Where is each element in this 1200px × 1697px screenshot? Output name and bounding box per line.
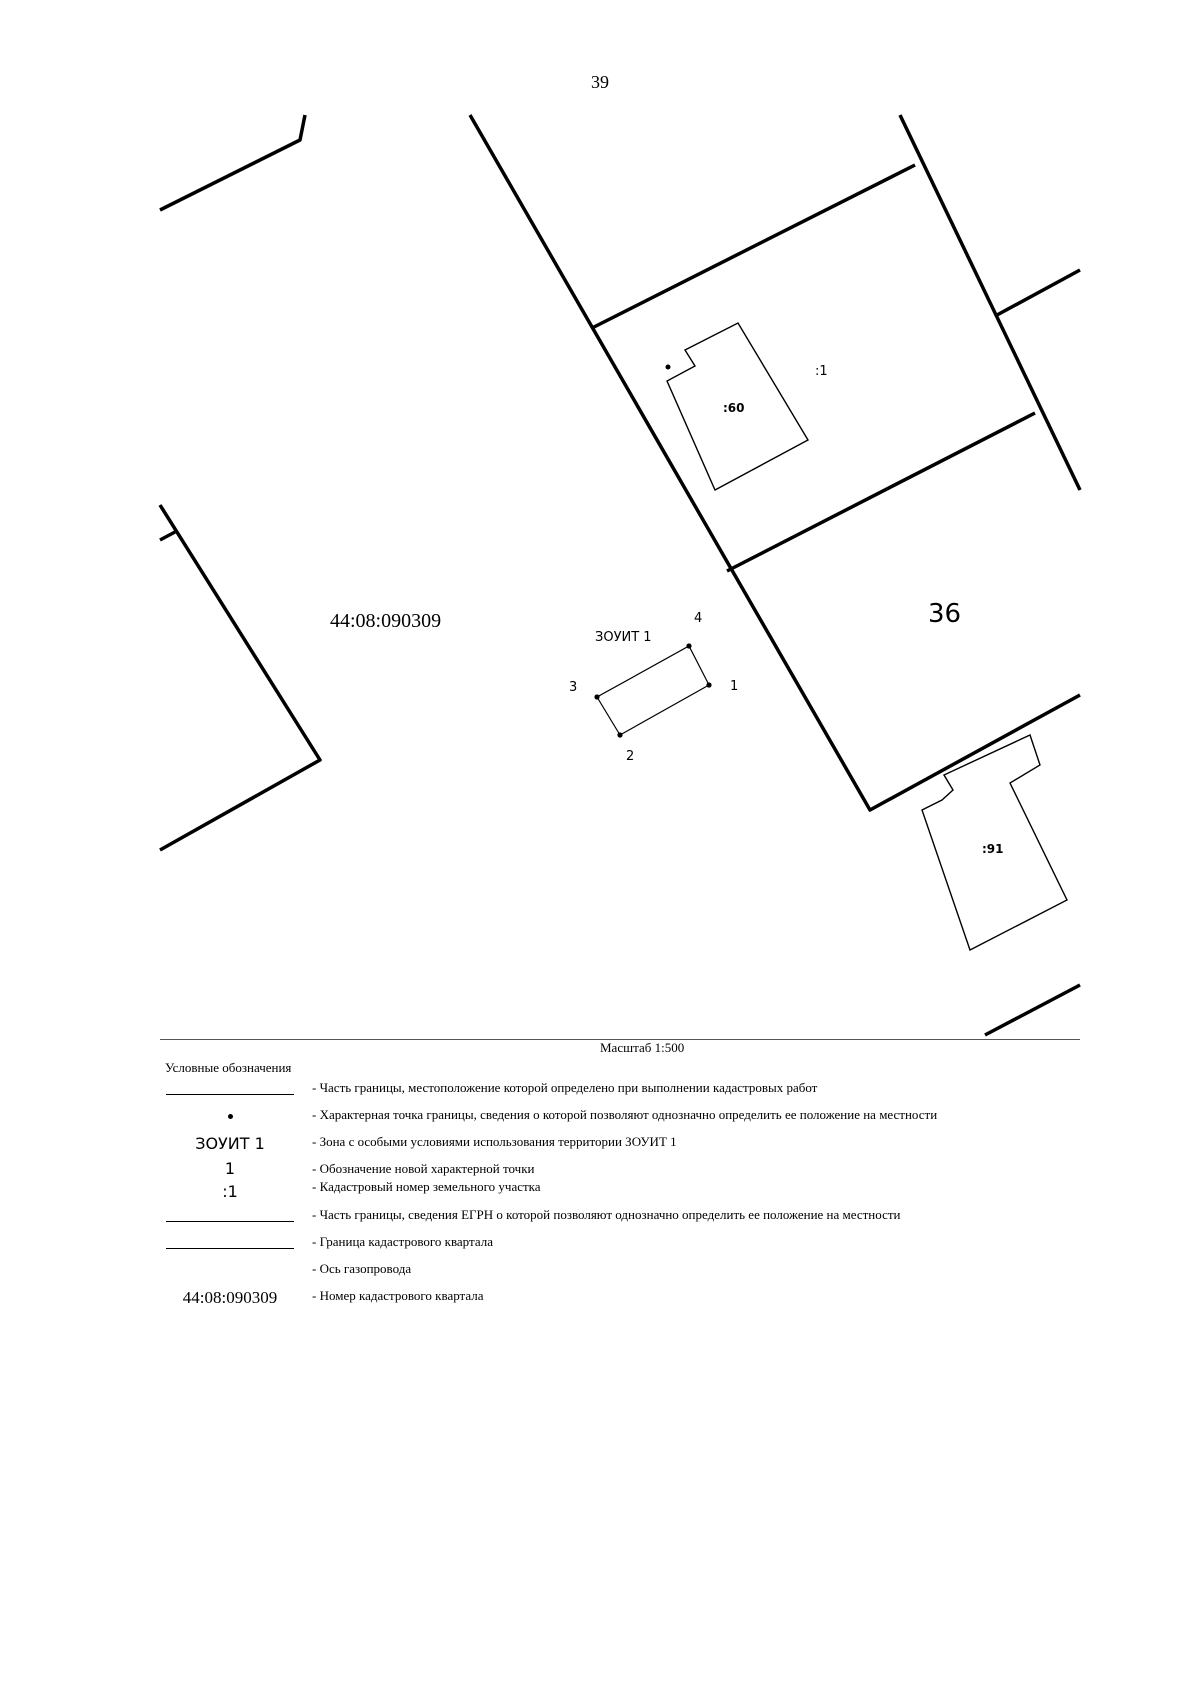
- legend-text: - Зона с особыми условиями использования территории ЗОУИТ 1: [312, 1134, 677, 1149]
- legend-text: - Кадастровый номер земельного участка: [312, 1179, 541, 1194]
- parcel-label-91: :91: [982, 842, 1004, 856]
- legend-item: [160, 1157, 1080, 1179]
- point-label-2: 2: [626, 749, 635, 764]
- legend-symbol-dot: [160, 1103, 300, 1130]
- parcel-label-36: 36: [928, 599, 962, 629]
- point-2: [617, 732, 622, 737]
- zone-zouit-1: [597, 646, 709, 735]
- legend-symbol-line: [160, 1230, 300, 1257]
- legend-text: - Граница кадастрового квартала: [312, 1234, 493, 1249]
- point-4: [686, 643, 691, 648]
- legend-item: [160, 1076, 1080, 1103]
- page-number: 39: [591, 72, 609, 92]
- legend-item: [160, 1203, 1080, 1230]
- legend-symbol-line: [160, 1203, 300, 1230]
- boundary-strip-upper: [592, 165, 915, 328]
- legend-symbol-line: [160, 1076, 300, 1103]
- boundary-main-diagonal: [470, 115, 1080, 810]
- boundary-top-left: [160, 115, 305, 210]
- legend-text: - Ось газопровода: [312, 1261, 412, 1276]
- point-3: [594, 694, 599, 699]
- parcel-boundaries: [160, 115, 1080, 1035]
- legend-separator: [160, 1039, 1080, 1040]
- boundary-strip-lower: [727, 413, 1035, 571]
- quarter-number: 44:08:090309: [330, 610, 442, 632]
- boundary-right-small: [997, 270, 1080, 315]
- legend-symbol-zone: ЗОУИТ 1: [195, 1134, 265, 1153]
- legend-item: [160, 1130, 1080, 1157]
- boundary-left-parcel: [160, 505, 320, 850]
- boundary-left-short: [160, 532, 175, 540]
- legend-symbol-point-number: 1: [224, 1158, 236, 1178]
- parcel-label-1: :1: [815, 364, 828, 379]
- parcel-label-60: :60: [723, 401, 745, 415]
- boundary-bottom-right: [985, 985, 1080, 1035]
- boundary-right-top: [900, 115, 1080, 490]
- legend: [160, 1076, 1080, 1311]
- legend-text: - Часть границы, сведения ЕГРН о которой позволяют однозначно определить ее положение на местности: [312, 1207, 901, 1222]
- building-60-point: [666, 365, 671, 370]
- legend-symbol-parcel-number: :1: [222, 1181, 238, 1201]
- legend-item: [160, 1179, 1080, 1203]
- point-label-1: 1: [730, 679, 739, 694]
- legend-item: [160, 1103, 1080, 1130]
- zone-label: ЗОУИТ 1: [595, 630, 652, 645]
- legend-symbol-quarter-number: 44:08:090309: [182, 1287, 278, 1307]
- legend-item: [160, 1230, 1080, 1257]
- map-scale: Масштаб 1:500: [600, 1040, 685, 1055]
- legend-text: - Характерная точка границы, сведения о которой позволяют однозначно определить ее положение на местности: [312, 1107, 938, 1122]
- legend-item: [160, 1257, 1080, 1284]
- point-label-4: 4: [694, 611, 703, 626]
- legend-text: - Обозначение новой характерной точки: [312, 1161, 535, 1176]
- point-label-3: 3: [569, 680, 578, 695]
- legend-title: Условные обозначения: [165, 1060, 292, 1075]
- legend-item: [160, 1284, 1080, 1311]
- legend-text: - Номер кадастрового квартала: [312, 1288, 484, 1303]
- legend-symbol-gas-axis: [160, 1257, 300, 1284]
- point-1: [706, 682, 711, 687]
- legend-text: - Часть границы, местоположение которой определено при выполнении кадастровых работ: [312, 1080, 818, 1095]
